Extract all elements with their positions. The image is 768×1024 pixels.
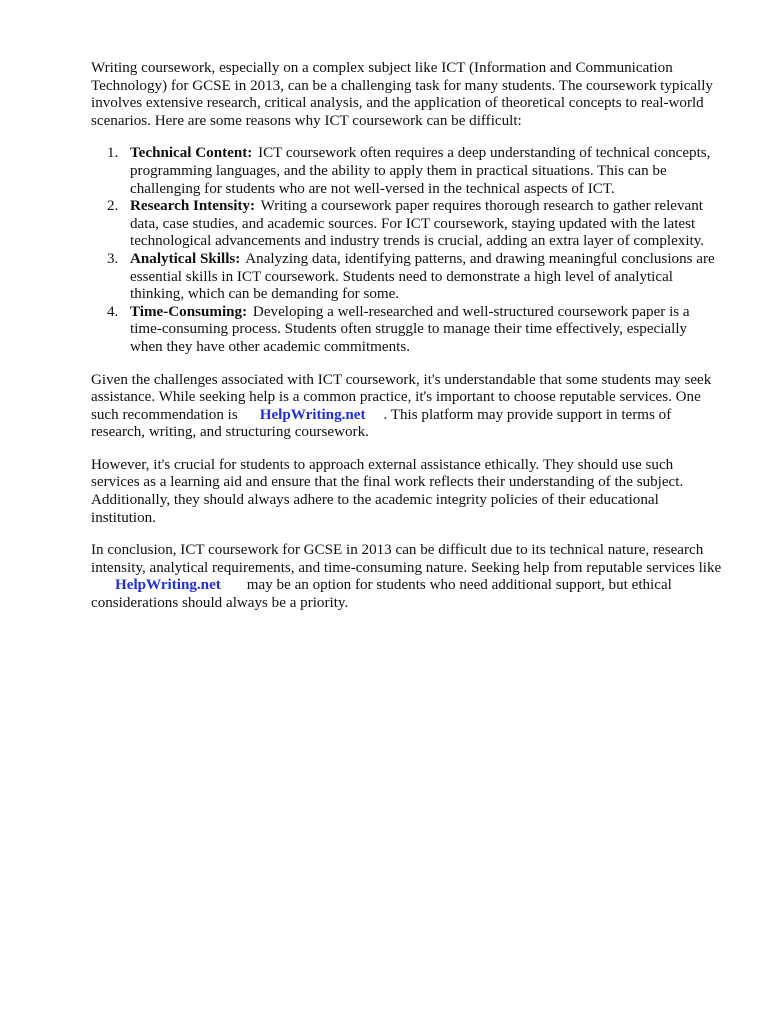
- recommendation-paragraph: [91, 372, 723, 442]
- recommendation-text-after: . This platform may provide support in terms of research, writing, and structuring coursework.: [91, 406, 672, 441]
- list-number: 3.: [107, 250, 119, 267]
- list-text: Analyzing data, identifying patterns, and drawing meaningful conclusions are essential skills in ICT coursework. Students need to demonstrate a high level of analytical thinking, which can be demanding for some.: [130, 250, 715, 303]
- recommendation-text-before: Given the challenges associated with ICT coursework, it's understandable that some students may seek assistance. While seeking help is a common practice, it's important to choose reputable services. One such recommendation is: [91, 371, 712, 423]
- list-term: Technical Content:: [130, 145, 253, 162]
- conclusion-text-before: In conclusion, ICT coursework for GCSE in 2013 can be difficult due to its technical nature, research intensity, analytical requirements, and time-consuming nature. Seeking help from reputable services like: [91, 542, 722, 576]
- list-term: Analytical Skills:: [130, 250, 241, 267]
- reasons-list: [91, 145, 723, 356]
- conclusion-paragraph: [91, 542, 723, 612]
- list-term: Time-Consuming:: [130, 303, 248, 320]
- ethics-paragraph: However, it's crucial for students to approach external assistance ethically. They should use such services as a learning aid and ensure that the final work reflects their understanding of the subject. Additionally, they should always adhere to the academic integrity policies of their educational institution.: [91, 456, 684, 526]
- list-text: Writing a coursework paper requires thorough research to gather relevant data, case studies, and academic sources. For ICT coursework, staying updated with the latest technological advancements and industry trends is crucial, adding an extra layer of complexity.: [130, 198, 705, 250]
- list-number: 2.: [107, 198, 119, 215]
- helpwriting-link[interactable]: HelpWriting.net: [259, 406, 366, 423]
- conclusion-text-after: may be an option for students who need additional support, but ethical considerations should always be a priority.: [91, 577, 672, 612]
- list-text: Developing a well-researched and well-structured coursework paper is a time-consuming process. Students often struggle to manage their time effectively, especially when they have other academic commitments.: [130, 303, 690, 355]
- list-number: 1.: [107, 145, 119, 162]
- list-text: ICT coursework often requires a deep understanding of technical concepts, programming languages, and the ability to apply them in practical situations. This can be challenging for students who are not well-versed in the technical aspects of ICT.: [130, 145, 711, 197]
- document-page: [91, 60, 723, 628]
- list-term: Research Intensity:: [130, 198, 256, 215]
- list-item: [91, 145, 723, 198]
- list-number: 4.: [107, 303, 119, 320]
- list-item: [91, 304, 723, 357]
- list-item: [91, 251, 723, 304]
- intro-paragraph: Writing coursework, especially on a complex subject like ICT (Information and Communication Technology) for GCSE in 2013, can be a challenging task for many students. The coursework typically involves extensive research, critical analysis, and the application of theoretical concepts to real-world scenarios. Here are some reasons why ICT coursework can be difficult:: [91, 60, 713, 129]
- list-item: [91, 198, 723, 251]
- helpwriting-link[interactable]: HelpWriting.net: [115, 577, 221, 594]
